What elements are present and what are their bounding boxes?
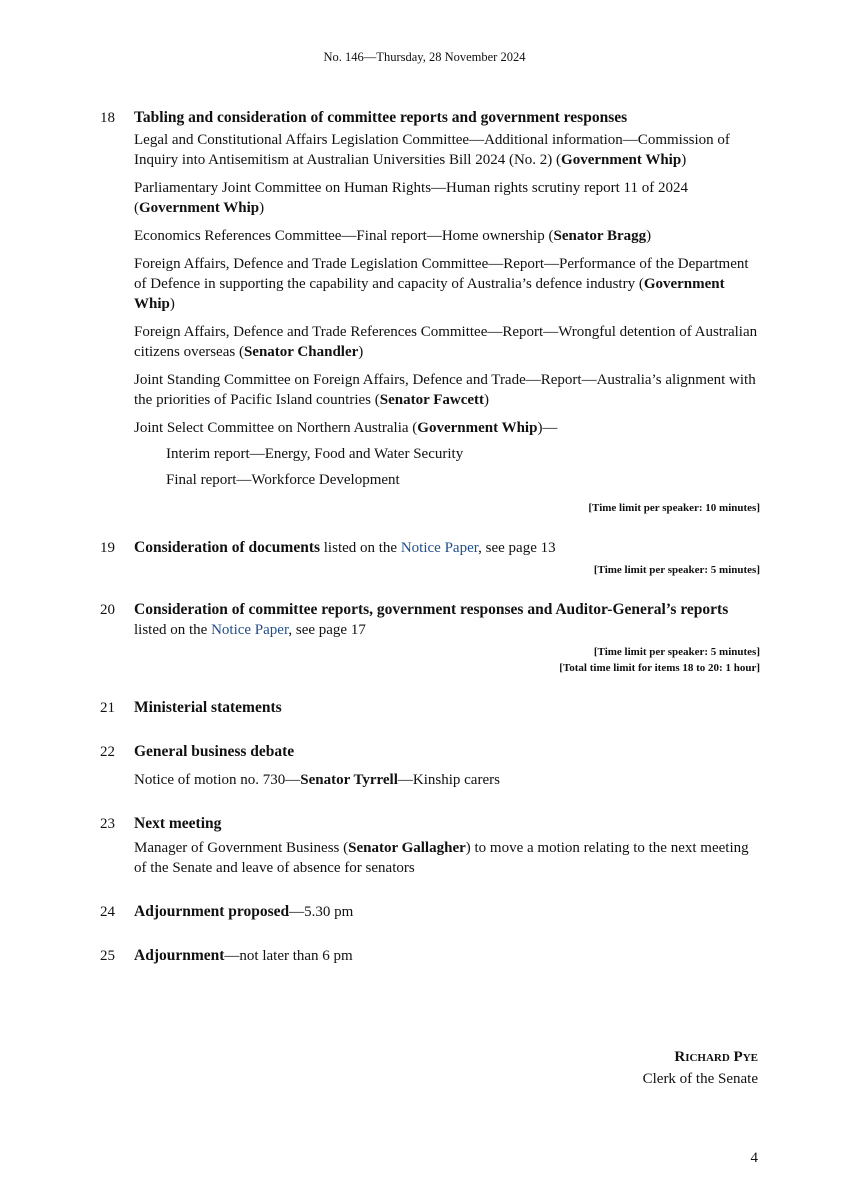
total-time-limit: [Total time limit for items 18 to 20: 1 hour] <box>559 662 760 674</box>
business-item-18 <box>100 108 760 490</box>
motion-entry: Manager of Government Business (Senator Gallagher) to move a motion relating to the next meeting of the Senate and leave of absence for senators <box>134 840 749 876</box>
report-entry: Legal and Constitutional Affairs Legislation Committee—Additional information—Commission of Inquiry into Antisemitism at Australian Universities Bill 2024 (No. 2) (Government Whip) <box>134 132 730 168</box>
item-number: 18 <box>100 110 115 126</box>
item-number: 20 <box>100 602 115 618</box>
motion-entry: Notice of motion no. 730—Senator Tyrrell—Kinship carers <box>134 772 500 788</box>
business-item-23 <box>100 814 760 878</box>
item-title: General business debate <box>134 743 295 760</box>
report-entry: Foreign Affairs, Defence and Trade References Committee—Report—Wrongful detention of Australian citizens overseas (Senator Chandler) <box>134 324 758 360</box>
page-number: 4 <box>750 1150 758 1166</box>
sub-report-entry: Final report—Workforce Development <box>166 472 400 488</box>
business-item-20: 20 Consideration of committee reports, government responses and Auditor-General’s reports listed on the Notice Paper, see page 17 <box>100 601 729 638</box>
business-item-21 <box>100 698 760 718</box>
time-limit: [Time limit per speaker: 10 minutes] <box>588 502 760 514</box>
report-entry: Joint Select Committee on Northern Australia (Government Whip)— <box>134 420 558 436</box>
report-entry: Parliamentary Joint Committee on Human Rights—Human rights scrutiny report 11 of 2024 (Government Whip) <box>134 180 688 216</box>
item-number: 19 <box>100 540 115 556</box>
business-item-22 <box>100 742 760 790</box>
item-title: Adjournment <box>134 947 225 964</box>
business-item-24: 24 Adjournment proposed—5.30 pm <box>100 903 354 920</box>
page-header: No. 146—Thursday, 28 November 2024 <box>323 50 526 64</box>
item-title: Adjournment proposed <box>134 903 290 920</box>
item-number: 23 <box>100 816 115 832</box>
item-number: 25 <box>100 948 115 964</box>
report-entry: Economics References Committee—Final report—Home ownership (Senator Bragg) <box>134 228 652 244</box>
item-title: Consideration of documents <box>134 539 321 556</box>
item-title: Consideration of committee reports, government responses and Auditor-General’s reports <box>134 601 729 618</box>
sub-report-entry: Interim report—Energy, Food and Water Security <box>166 446 464 462</box>
item-title: Ministerial statements <box>134 699 282 716</box>
item-number: 22 <box>100 744 115 760</box>
business-item-25: 25 Adjournment—not later than 6 pm <box>100 947 353 964</box>
signatory-role: Clerk of the Senate <box>642 1071 758 1087</box>
notice-paper-link[interactable]: Notice Paper <box>211 622 289 638</box>
time-limit: [Time limit per speaker: 5 minutes] <box>593 564 760 576</box>
item-number: 21 <box>100 700 115 716</box>
item-number: 24 <box>100 904 115 920</box>
signature-block <box>643 1046 758 1090</box>
time-limit: [Time limit per speaker: 5 minutes] <box>593 646 760 658</box>
item-title: Next meeting <box>134 815 222 832</box>
report-entry: Foreign Affairs, Defence and Trade Legislation Committee—Report—Performance of the Department of Defence in supporting the capability and capacity of Australia’s defence industry (Government Whip) <box>134 256 749 312</box>
report-entry: Joint Standing Committee on Foreign Affairs, Defence and Trade—Report—Australia’s alignment with the priorities of Pacific Island countries (Senator Fawcett) <box>134 372 756 408</box>
business-item-19: 19 Consideration of documents listed on the Notice Paper, see page 13 <box>100 539 556 556</box>
item-title: Tabling and consideration of committee reports and government responses <box>134 109 628 126</box>
notice-paper-link[interactable]: Notice Paper <box>400 540 479 556</box>
signatory-name: Richard Pye <box>674 1049 758 1065</box>
order-of-business <box>100 108 760 966</box>
